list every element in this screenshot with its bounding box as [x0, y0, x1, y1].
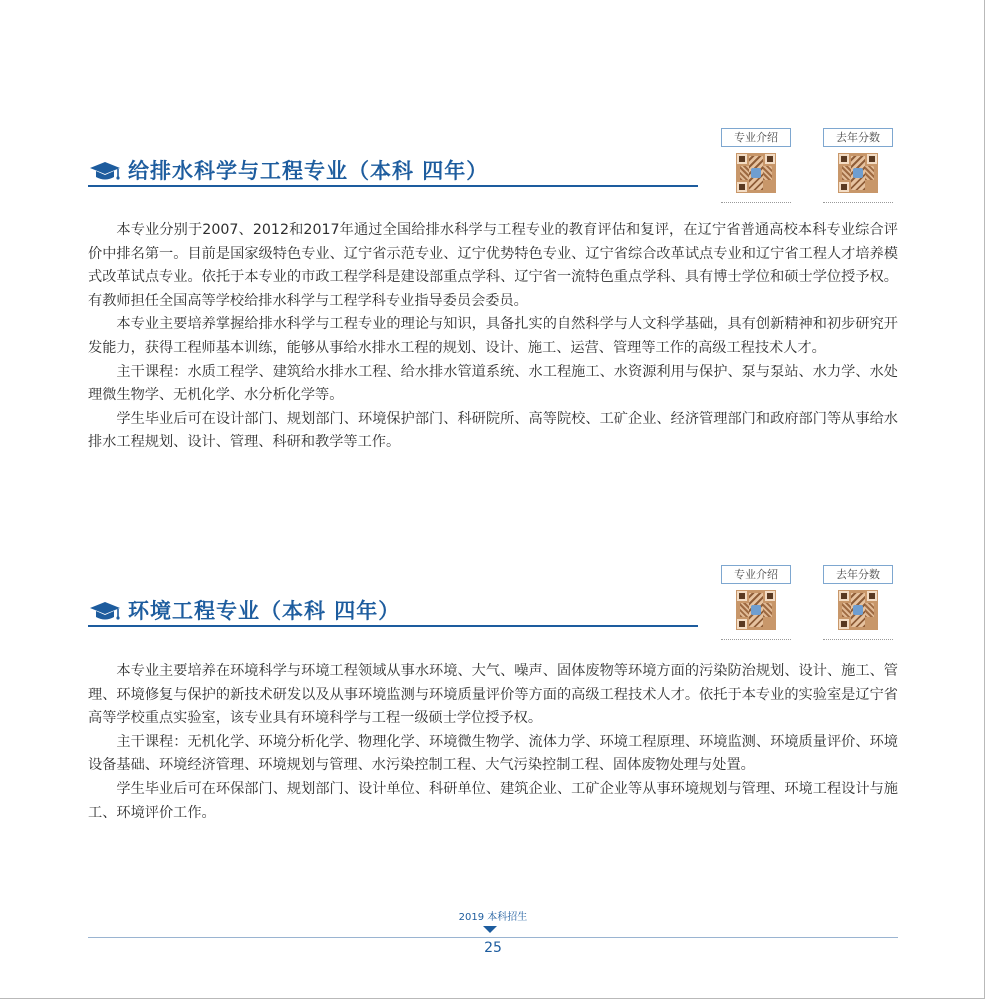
- paragraph: 主干课程：无机化学、环境分析化学、物理化学、环境微生物学、流体力学、环境工程原理、环境监测、环境质量评价、环境设备基础、环境经济管理、环境规划与管理、水污染控制工程、大气污染控制工程、固体废物处理与处置。: [88, 733, 898, 774]
- graduation-cap-icon: [88, 161, 122, 181]
- divider: [721, 201, 791, 203]
- divider: [823, 638, 893, 640]
- paragraph: 本专业主要培养在环境科学与环境工程领域从事水环境、大气、噪声、固体废物等环境方面的污染防治规划、设计、施工、管理、环境修复与保护的新技术研发以及从事环境监测与环境质量评价等方面的高级工程技术人才。依托于本专业的实验室是辽宁省高等学校重点实验室，该专业具有环境科学与工程一级硕士学位授予权。: [88, 663, 898, 727]
- section-body: [88, 660, 898, 825]
- section-title: 给排水科学与工程专业（本科 四年）: [128, 159, 489, 183]
- qr-code-icon[interactable]: [838, 153, 878, 193]
- qr-last-year-scores[interactable]: [823, 565, 893, 640]
- footer-label: 2019 本科招生: [458, 912, 528, 923]
- caret-down-icon: [483, 926, 497, 933]
- paragraph: 主干课程：水质工程学、建筑给水排水工程、给水排水管道系统、水工程施工、水资源利用与保护、泵与泵站、水力学、水处理微生物学、无机化学、水分析化学等。: [88, 363, 898, 404]
- paragraph: 本专业主要培养掌握给排水科学与工程专业的理论与知识，具备扎实的自然科学与人文科学基础，具有创新精神和初步研究开发能力，获得工程师基本训练，能够从事给水排水工程的规划、设计、施工、运营、管理等工作的高级工程技术人才。: [88, 316, 898, 356]
- paragraph: 学生毕业后可在设计部门、规划部门、环境保护部门、科研院所、高等院校、工矿企业、经济管理部门和政府部门等从事给水排水工程规划、设计、管理、科研和教学等工作。: [88, 410, 898, 451]
- paragraph: 学生毕业后可在环保部门、规划部门、设计单位、科研单位、建筑企业、工矿企业等从事环境规划与管理、环境工程设计与施工、环境评价工作。: [88, 780, 898, 821]
- paragraph: 本专业分别于2007、2012和2017年通过全国给排水科学与工程专业的教育评估和复评，在辽宁省普通高校本科专业综合评价中排名第一。目前是国家级特色专业、辽宁省示范专业、辽宁优势特色专业、辽宁省综合改革试点专业和辽宁省工程人才培养模式改革试点专业。依托于本专业的市政工程学科是建设部重点学科、辽宁省一流特色重点学科、具有博士学位和硕士学位授予权。有教师担任全国高等学校给排水科学与工程学科专业指导委员会委员。: [88, 222, 898, 309]
- section-body: [88, 219, 898, 455]
- qr-last-year-scores[interactable]: [823, 128, 893, 203]
- qr-label: 专业介绍: [721, 565, 791, 584]
- qr-label: 去年分数: [823, 128, 893, 147]
- page-footer: [0, 908, 986, 968]
- qr-major-intro[interactable]: [721, 565, 791, 640]
- qr-label: 专业介绍: [721, 128, 791, 147]
- qr-code-icon[interactable]: [838, 590, 878, 630]
- qr-code-icon[interactable]: [736, 153, 776, 193]
- section-heading: [88, 595, 698, 627]
- divider: [721, 638, 791, 640]
- footer-divider: [88, 937, 898, 938]
- qr-label: 去年分数: [823, 565, 893, 584]
- page-number: 25: [484, 940, 502, 956]
- qr-major-intro[interactable]: [721, 128, 791, 203]
- graduation-cap-icon: [88, 601, 122, 621]
- section-heading: [88, 155, 698, 187]
- qr-code-icon[interactable]: [736, 590, 776, 630]
- section-title: 环境工程专业（本科 四年）: [128, 599, 401, 623]
- divider: [823, 201, 893, 203]
